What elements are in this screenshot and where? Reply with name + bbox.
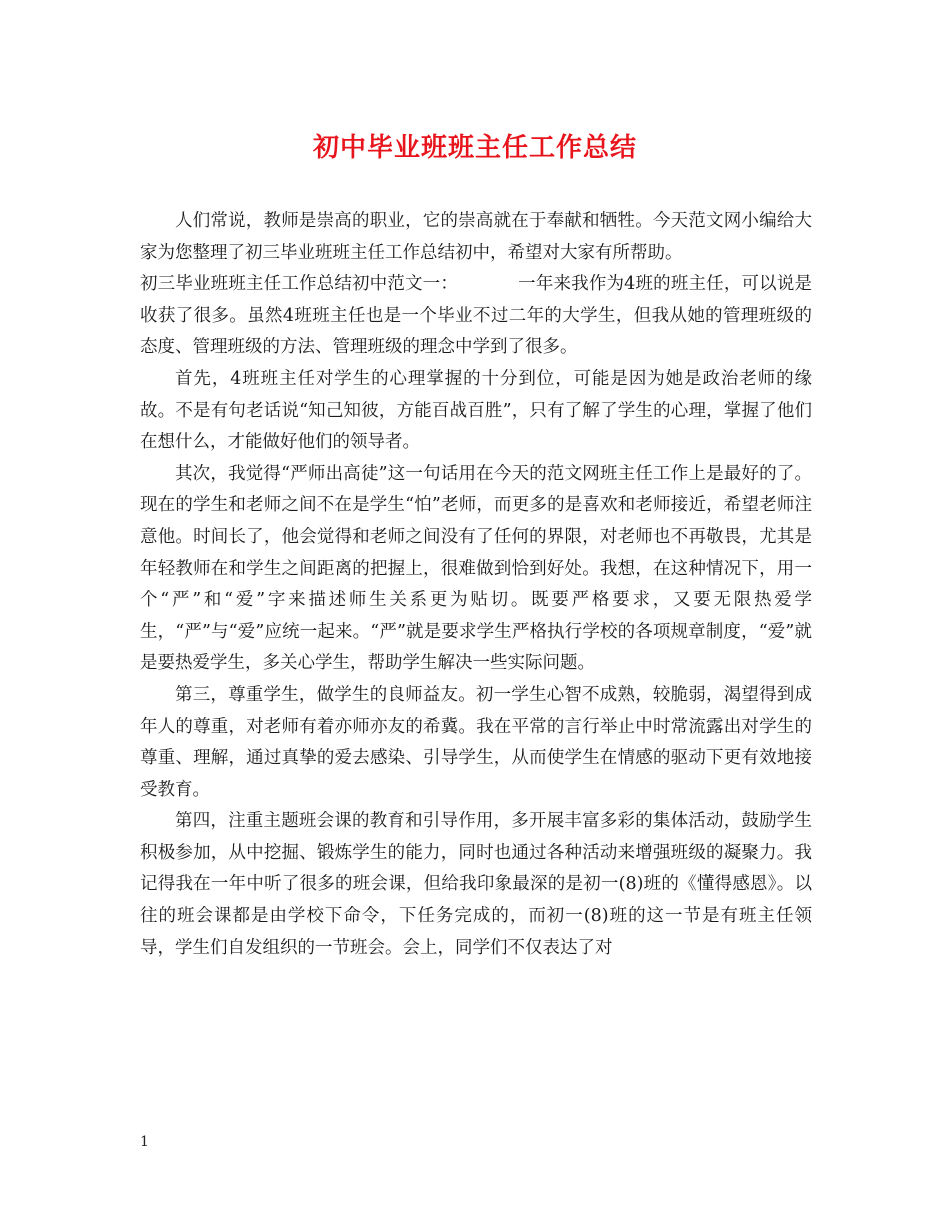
section-heading: 初三毕业班班主任工作总结初中范文一： (140, 274, 459, 295)
document-body (140, 206, 812, 964)
page-number: 1 (140, 1134, 149, 1150)
paragraph-third: 第三，尊重学生，做学生的良师益友。初一学生心智不成熟，较脆弱，渴望得到成年人的尊重，对老师有着亦师亦友的希冀。我在平常的言行举止中时常流露出对学生的尊重、理解，通过真挚的爱去感染、引导学生，从而使学生在情感的驱动下更有效地接受教育。 (140, 684, 812, 800)
section-text: 一年来我作为4班的班主任，可以说是收获了很多。虽然4班班主任也是一个毕业不过二年的大学生，但我从她的管理班级的态度、管理班级的方法、管理班级的理念中学到了很多。 (140, 274, 812, 358)
paragraph-first: 首先，4班班主任对学生的心理掌握的十分到位，可能是因为她是政治老师的缘故。不是有句老话说“知己知彼，方能百战百胜”，只有了解了学生的心理，掌握了他们在想什么，才能做好他们的领导者。 (140, 368, 812, 453)
page-title: 初中毕业班班主任工作总结 (312, 133, 637, 163)
paragraph-second: 其次，我觉得“严师出高徒”这一句话用在今天的范文网班主任工作上是最好的了。现在的学生和老师之间不在是学生“怕”老师，而更多的是喜欢和老师接近，希望老师注意他。时间长了，他会觉得和老师之间没有了任何的界限，对老师也不再敬畏，尤其是年轻教师在和学生之间距离的把握上，很难做到恰到好处。我想，在这种情况下，用一个“严”和“爱”字来描述师生关系更为贴切。既要严格要求，又要无限热爱学生，“严”与“爱”应统一起来。“严”就是要求学生严格执行学校的各项规章制度，“爱”就是要热爱学生，多关心学生，帮助学生解决一些实际问题。 (140, 463, 812, 674)
paragraph-intro: 人们常说，教师是崇高的职业，它的崇高就在于奉献和牺牲。今天范文网小编给大家为您整理了初三毕业班班主任工作总结初中，希望对大家有所帮助。 (140, 211, 812, 263)
paragraph-fourth: 第四，注重主题班会课的教育和引导作用，多开展丰富多彩的集体活动，鼓励学生积极参加，从中挖掘、锻炼学生的能力，同时也通过各种活动来增强班级的凝聚力。我记得我在一年中听了很多的班会课，但给我印象最深的是初一(8)班的《懂得感恩》。以往的班会课都是由学校下命令，下任务完成的，而初一(8)班的这一节是有班主任领导，学生们自发组织的一节班会。会上，同学们不仅表达了对 (140, 811, 812, 958)
paragraph-section-one (140, 269, 812, 364)
